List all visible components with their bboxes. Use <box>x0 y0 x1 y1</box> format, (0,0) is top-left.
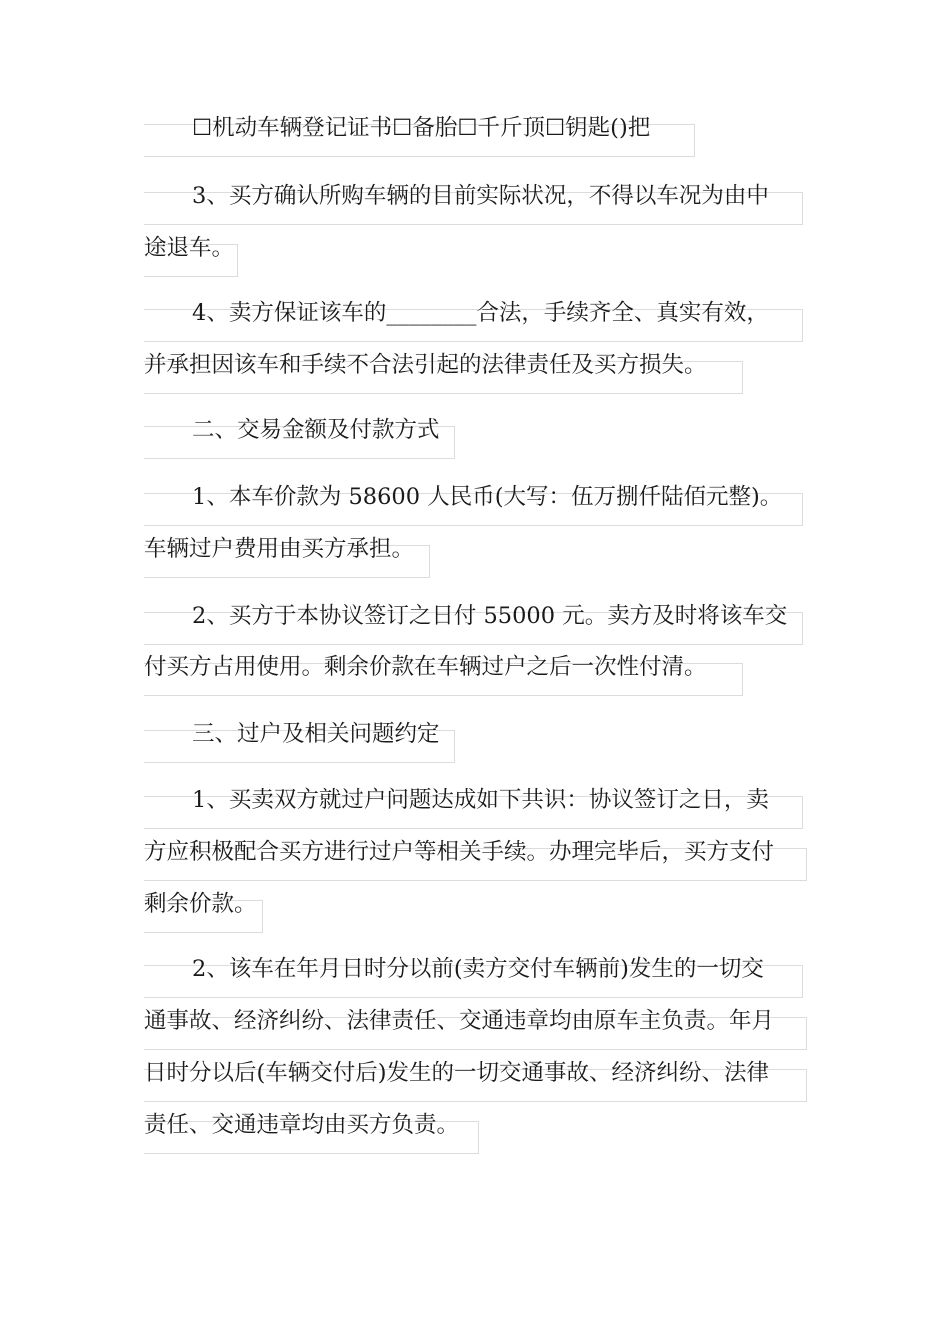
line-text: 3、买方确认所购车辆的目前实际状况，不得以车况为由中 <box>192 183 769 209</box>
text-line <box>144 839 807 881</box>
line-text: 二、交易金额及付款方式 <box>192 417 440 443</box>
line-text: 通事故、经济纠纷、法律责任、交通违章均由原车主负责。年月 <box>144 1008 775 1034</box>
line-text: 车辆过户费用由买方承担。 <box>144 536 415 562</box>
text-line <box>144 1112 479 1154</box>
line-text: 2、买方于本协议签订之日付 55000 元。卖方及时将该车交 <box>192 603 788 629</box>
line-text: 责任、交通违章均由买方负责。 <box>144 1112 460 1138</box>
text-line <box>144 603 803 645</box>
line-text: 三、过户及相关问题约定 <box>192 721 440 747</box>
line-text: 途退车。 <box>144 235 235 261</box>
line-text: ☐机动车辆登记证书☐备胎☐千斤顶☐钥匙()把 <box>192 115 651 141</box>
text-line <box>144 352 743 394</box>
line-text: 日时分以后(车辆交付后)发生的一切交通事故、经济纠纷、法律 <box>144 1060 770 1086</box>
text-line <box>144 787 803 829</box>
line-text: 并承担因该车和手续不合法引起的法律责任及买方损失。 <box>144 352 707 378</box>
text-line <box>144 417 455 459</box>
text-line <box>144 536 430 578</box>
text-line <box>144 721 455 763</box>
line-text: 剩余价款。 <box>144 891 257 917</box>
line-text: 2、该车在年月日时分以前(卖方交付车辆前)发生的一切交 <box>192 956 764 982</box>
line-text: 4、卖方保证该车的________合法，手续齐全、真实有效， <box>192 300 769 326</box>
line-text: 付买方占用使用。剩余价款在车辆过户之后一次性付清。 <box>144 654 707 680</box>
text-line <box>144 115 695 157</box>
text-line <box>144 300 803 342</box>
text-line <box>144 654 743 696</box>
text-line <box>144 484 803 526</box>
text-line <box>144 235 238 277</box>
text-line <box>144 1060 807 1102</box>
line-text: 方应积极配合买方进行过户等相关手续。办理完毕后，买方支付 <box>144 839 775 865</box>
text-line <box>144 1008 807 1050</box>
line-text: 1、本车价款为 58600 人民币(大写：伍万捌仟陆佰元整)。 <box>192 484 783 510</box>
text-line <box>144 183 803 225</box>
text-line <box>144 956 803 998</box>
text-line <box>144 891 263 933</box>
line-text: 1、买卖双方就过户问题达成如下共识：协议签订之日，卖 <box>192 787 769 813</box>
